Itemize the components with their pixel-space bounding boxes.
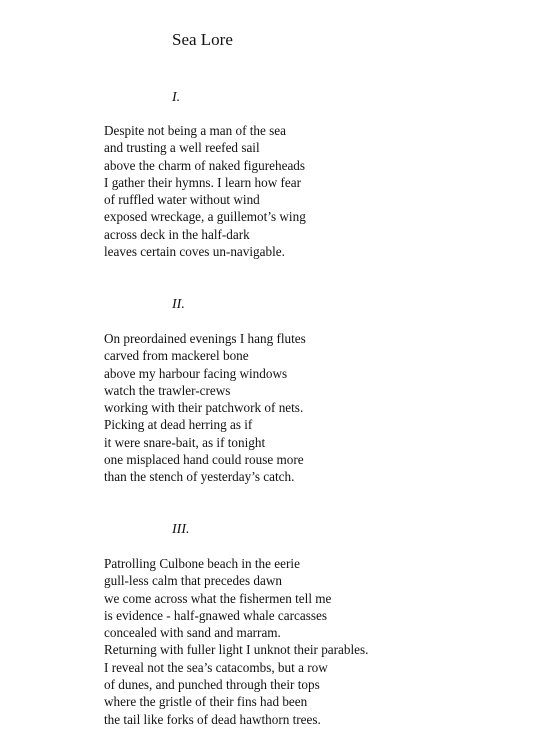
poem-line: where the gristle of their fins had been <box>104 694 308 710</box>
poem-line: concealed with sand and marram. <box>104 625 281 641</box>
poem-line: we come across what the fishermen tell me <box>104 590 332 606</box>
stanza-3 <box>104 555 368 728</box>
poem-line: gull-less calm that precedes dawn <box>104 573 282 589</box>
poem-title: Sea Lore <box>172 30 233 49</box>
poem-line: I gather their hymns. I learn how fear <box>104 174 302 190</box>
poem-line: Picking at dead herring as if <box>104 417 253 433</box>
poem-line: it were snare-bait, as if tonight <box>104 434 266 450</box>
poem-line: of dunes, and punched through their tops <box>104 677 320 693</box>
poem-line: and trusting a well reefed sail <box>104 140 260 156</box>
poem-line: of ruffled water without wind <box>104 192 260 208</box>
poem-line: leaves certain coves un-navigable. <box>104 244 285 260</box>
poem-line: above the charm of naked figureheads <box>104 157 306 173</box>
poem-line: above my harbour facing windows <box>104 365 288 381</box>
poem-line: one misplaced hand could rouse more <box>104 452 304 468</box>
poem-line: Returning with fuller light I unknot their parables. <box>104 642 369 658</box>
section-numeral-3: III. <box>172 522 190 537</box>
poem-line: watch the trawler-crews <box>104 382 231 398</box>
poem-line: Patrolling Culbone beach in the eerie <box>104 556 300 571</box>
poem-line: across deck in the half-dark <box>104 226 250 242</box>
poem-line: exposed wreckage, a guillemot’s wing <box>104 209 306 225</box>
poem-line: Despite not being a man of the sea <box>104 123 287 138</box>
poem-line: I reveal not the sea’s catacombs, but a row <box>104 659 328 675</box>
stanza-1 <box>104 122 306 260</box>
section-numeral-2: II. <box>172 297 185 312</box>
poem-line: the tail like forks of dead hawthorn trees. <box>104 711 321 727</box>
poem-line: working with their patchwork of nets. <box>104 400 304 416</box>
poem-line: than the stench of yesterday’s catch. <box>104 469 295 485</box>
poem-line: is evidence - half-gnawed whale carcasses <box>104 607 327 623</box>
poem-line: carved from mackerel bone <box>104 348 249 364</box>
section-numeral-1: I. <box>172 90 181 105</box>
poem-line: On preordained evenings I hang flutes <box>104 331 306 346</box>
stanza-2 <box>104 330 306 486</box>
